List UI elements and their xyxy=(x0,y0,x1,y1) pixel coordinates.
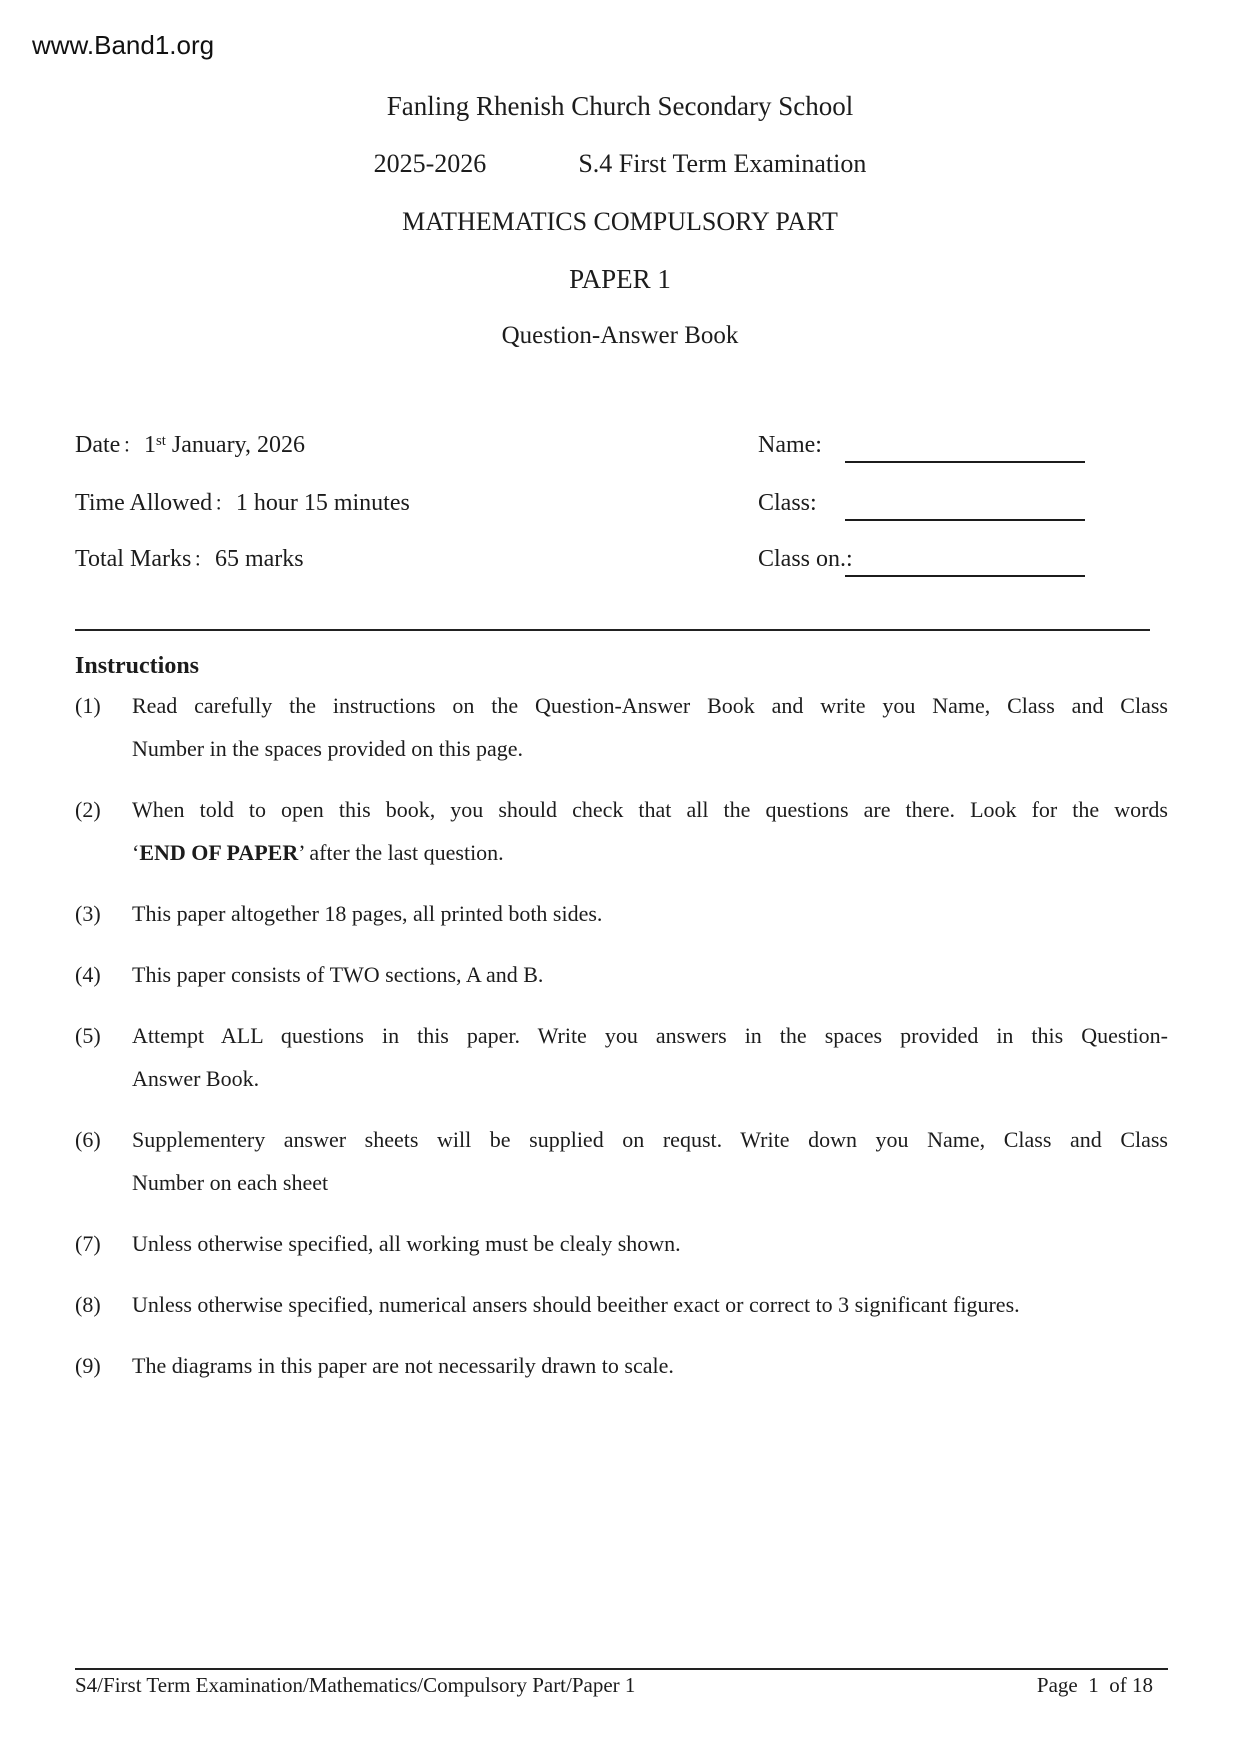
date-ordinal: st xyxy=(156,433,166,450)
item-number: (1) xyxy=(75,693,101,718)
exam-title: S.4 First Term Examination xyxy=(578,149,867,178)
item-text xyxy=(132,953,1168,996)
colon: ： xyxy=(214,492,234,515)
item-number: (4) xyxy=(75,962,101,987)
quote-open: ‘ xyxy=(132,840,140,865)
item-line: Attempt ALL questions in this paper. Write you answers in the spaces provided in this Question- xyxy=(132,1023,1168,1048)
item-line: Supplementery answer sheets will be supplied on requst. Write down you Name, Class and Class xyxy=(132,1127,1168,1152)
item-line: Unless otherwise specified, numerical ansers should beeither exact or correct to 3 significant figures. xyxy=(132,1292,1020,1317)
item-text xyxy=(132,1014,1168,1100)
date-rest: January, 2026 xyxy=(165,432,305,458)
item-text xyxy=(132,1283,1168,1326)
item-line: Number on each sheet xyxy=(132,1170,329,1195)
footer-document-path: S4/First Term Examination/Mathematics/Compulsory Part/Paper 1 xyxy=(75,1673,636,1697)
item-line: Unless otherwise specified, all working must be clealy shown. xyxy=(132,1231,681,1256)
item-number: (9) xyxy=(75,1353,101,1378)
footer-divider xyxy=(75,1668,1168,1670)
item-text xyxy=(132,1118,1168,1204)
item-text xyxy=(132,684,1168,770)
instruction-item-4 xyxy=(75,953,1168,996)
class-field[interactable] xyxy=(845,519,1085,521)
colon: ： xyxy=(122,434,142,457)
class-number-label: Class on.: xyxy=(758,546,853,572)
date-row xyxy=(75,430,305,463)
item-number: (3) xyxy=(75,901,101,926)
item-line: Answer Book. xyxy=(132,1066,260,1091)
instructions-list xyxy=(75,684,1168,1405)
date-label: Date xyxy=(75,432,121,458)
time-allowed-value: 1 hour 15 minutes xyxy=(235,490,410,516)
school-year: 2025-2026 xyxy=(373,149,487,178)
class-number-field[interactable] xyxy=(845,575,1085,577)
item-line: This paper consists of TWO sections, A and B. xyxy=(132,962,544,987)
item-number: (2) xyxy=(75,797,101,822)
item-number: (7) xyxy=(75,1231,101,1256)
colon: ： xyxy=(193,548,213,571)
instruction-item-8 xyxy=(75,1283,1168,1326)
year-exam-line xyxy=(0,147,1240,181)
class-label: Class: xyxy=(758,490,817,516)
section-divider xyxy=(75,629,1150,631)
item-line: When told to open this book, you should check that all the questions are there. Look for the words xyxy=(132,797,1168,822)
name-field[interactable] xyxy=(845,461,1085,463)
footer-page-number: Page 1 of 18 xyxy=(1036,1673,1153,1697)
time-allowed-row xyxy=(75,488,410,519)
subject-title: MATHEMATICS COMPULSORY PART xyxy=(402,207,838,236)
item-number: (6) xyxy=(75,1127,101,1152)
instruction-item-6 xyxy=(75,1118,1168,1204)
item-text xyxy=(132,1222,1168,1265)
item-text xyxy=(132,892,1168,935)
name-label: Name: xyxy=(758,432,822,458)
instruction-item-5 xyxy=(75,1014,1168,1100)
item-number: (8) xyxy=(75,1292,101,1317)
instructions-heading: Instructions xyxy=(75,653,200,679)
time-allowed-label: Time Allowed xyxy=(75,490,213,516)
instruction-item-9 xyxy=(75,1344,1168,1387)
line-remainder: ’ after the last question. xyxy=(298,840,504,865)
date-day: 1 xyxy=(144,432,156,458)
item-text xyxy=(132,1344,1168,1387)
end-of-paper-bold: END OF PAPER xyxy=(139,840,299,865)
item-line: Read carefully the instructions on the Question-Answer Book and write you Name, Class and Class xyxy=(132,693,1168,718)
paper-number: PAPER 1 xyxy=(569,264,671,294)
item-line xyxy=(132,831,1168,874)
school-name: Fanling Rhenish Church Secondary School xyxy=(386,91,854,121)
instruction-item-1 xyxy=(75,684,1168,770)
instruction-item-2 xyxy=(75,788,1168,874)
site-watermark-link[interactable]: www.Band1.org xyxy=(32,30,215,60)
instruction-item-3 xyxy=(75,892,1168,935)
total-marks-value: 65 marks xyxy=(214,546,304,572)
instruction-item-7 xyxy=(75,1222,1168,1265)
total-marks-row xyxy=(75,544,304,575)
item-text xyxy=(132,788,1168,874)
item-line: This paper altogether 18 pages, all printed both sides. xyxy=(132,901,603,926)
total-marks-label: Total Marks xyxy=(75,546,192,572)
item-number: (5) xyxy=(75,1023,101,1048)
item-line: Number in the spaces provided on this page. xyxy=(132,736,524,761)
item-line: The diagrams in this paper are not necessarily drawn to scale. xyxy=(132,1353,674,1378)
book-type: Question-Answer Book xyxy=(501,322,739,349)
